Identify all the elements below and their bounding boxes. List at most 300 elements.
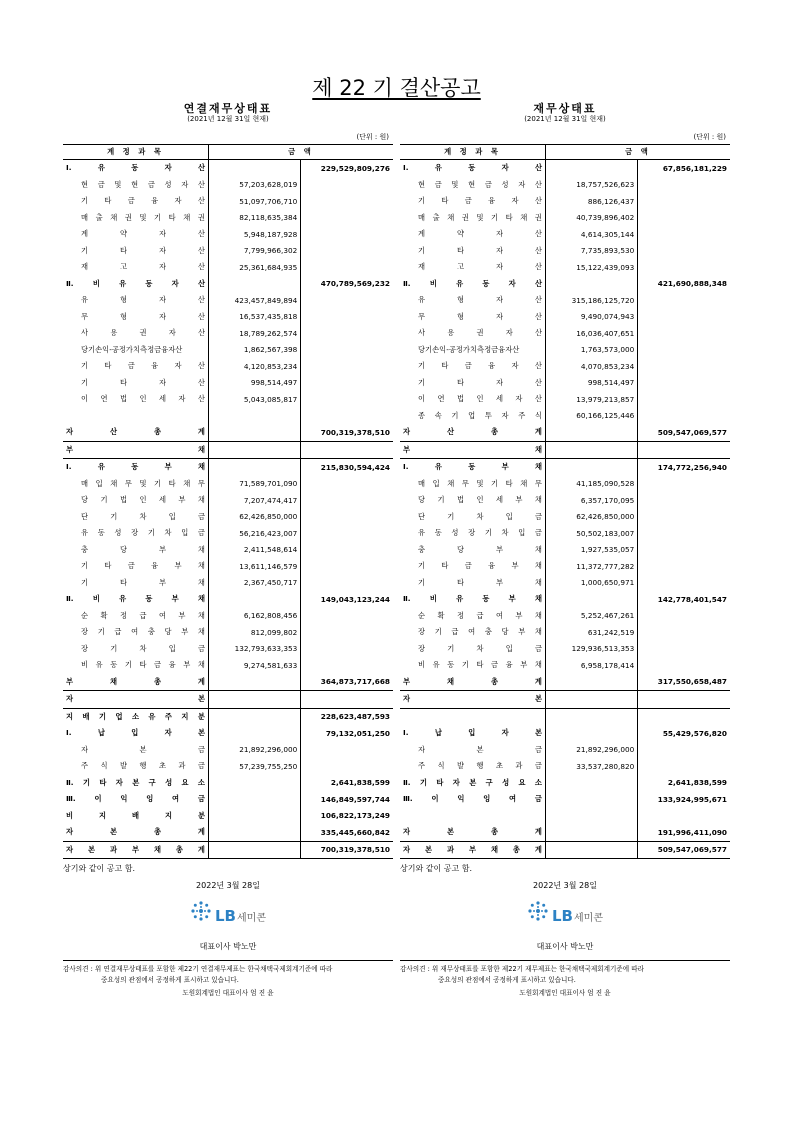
account-name xyxy=(63,708,209,725)
total-amount xyxy=(301,325,393,342)
table-row xyxy=(63,375,393,392)
account-char: 기 xyxy=(418,577,426,587)
account-char: 기 xyxy=(461,660,469,670)
account-char: 충 xyxy=(81,544,89,554)
table-row xyxy=(63,476,393,493)
table-row xyxy=(400,808,730,825)
account-name xyxy=(400,177,546,194)
account-char: 장 xyxy=(468,528,476,538)
sub-amount: 6,958,178,414 xyxy=(546,657,638,674)
account-char: 기 xyxy=(81,361,89,371)
account-char: 급 xyxy=(451,627,459,637)
account-char: 성 xyxy=(501,179,509,189)
account-char: 타 xyxy=(104,361,112,371)
audit-opinion xyxy=(63,960,393,999)
account-char: 자 xyxy=(178,394,186,404)
account-name xyxy=(400,226,546,243)
account-char: 기 xyxy=(147,528,155,538)
sub-amount xyxy=(209,691,301,709)
account-char: 여 xyxy=(131,627,139,637)
account-char: 금 xyxy=(491,660,499,670)
account-name xyxy=(63,558,209,575)
account-char: 기 xyxy=(81,377,89,387)
account-char: 산 xyxy=(534,295,542,305)
sub-amount xyxy=(546,824,638,841)
account-char: 채 xyxy=(197,610,205,620)
account-char: 여 xyxy=(495,610,503,620)
account-char: 금 xyxy=(464,561,472,571)
total-amount xyxy=(638,391,730,408)
account-char: 사 xyxy=(418,328,426,338)
account-char: 형 xyxy=(119,311,128,321)
account-char: 융 xyxy=(488,361,496,371)
sub-amount: 62,426,850,000 xyxy=(546,509,638,526)
account-char: 잉 xyxy=(146,794,154,804)
account-char: 지 xyxy=(181,711,189,721)
account-char: 부 xyxy=(66,676,74,686)
total-amount xyxy=(638,177,730,194)
sub-amount: 50,502,183,007 xyxy=(546,525,638,542)
account-char: 유 xyxy=(97,462,105,472)
account-name xyxy=(400,708,546,725)
account-char: 익 xyxy=(120,794,128,804)
total-amount xyxy=(638,641,730,658)
total-amount xyxy=(301,558,393,575)
sub-amount: 4,070,853,234 xyxy=(546,358,638,375)
account-char: 자 xyxy=(66,694,74,704)
table-row xyxy=(63,325,393,342)
account-char: 자 xyxy=(418,744,426,754)
table-row xyxy=(400,775,730,792)
account-name xyxy=(400,375,546,392)
account-char: 산 xyxy=(534,361,542,371)
sub-amount xyxy=(546,441,638,459)
account-char: 동 xyxy=(145,594,153,604)
account-char: 부 xyxy=(174,561,182,571)
account-char: 채 xyxy=(197,594,205,604)
account-char: 기 xyxy=(434,627,442,637)
sub-amount xyxy=(209,841,301,859)
sub-amount: 71,589,701,090 xyxy=(209,476,301,493)
total-amount: 191,996,411,090 xyxy=(657,827,727,837)
table-row xyxy=(63,441,393,459)
account-char: 타 xyxy=(505,212,513,222)
account-char: 본 xyxy=(424,844,433,854)
account-char: 융 xyxy=(488,196,496,206)
table-row xyxy=(400,325,730,342)
table-row xyxy=(400,193,730,210)
account-name xyxy=(63,459,209,476)
account-char: 타 xyxy=(456,245,465,255)
account-char: 본 xyxy=(197,694,205,704)
account-char: 무 xyxy=(124,478,132,488)
audit-line-1: 감사의견 : 위 연결재무상태표를 포함한 제22기 연결재무제표는 한국채택국제회계기준에 따라 xyxy=(63,965,333,973)
total-amount xyxy=(638,691,730,709)
account-char: 인 xyxy=(476,394,484,404)
account-char: 계 xyxy=(197,676,205,686)
account-char: 자 xyxy=(66,844,74,854)
total-amount: 509,547,069,577 xyxy=(657,427,727,437)
account-char: 매 xyxy=(81,478,89,488)
account-char: 계 xyxy=(81,229,89,239)
table-header xyxy=(400,145,730,160)
sub-amount xyxy=(209,824,301,841)
account-char: 부 xyxy=(178,495,186,505)
account-name xyxy=(400,492,546,509)
account-char: 채 xyxy=(534,627,542,637)
account-char: 이 xyxy=(431,794,439,804)
account-char: 지 xyxy=(66,711,74,721)
account-char: 자 xyxy=(518,179,526,189)
account-char: 주 xyxy=(418,761,426,771)
account-char: 자 xyxy=(501,410,509,420)
account-char: 유 xyxy=(434,462,442,472)
total-amount: 700,319,378,510 xyxy=(320,427,390,437)
account-char: 유 xyxy=(418,528,426,538)
account-char: Ⅱ. xyxy=(403,777,411,787)
sub-amount: 57,239,755,250 xyxy=(209,758,301,775)
total-amount: 228,623,487,593 xyxy=(301,708,393,725)
account-char: 업 xyxy=(468,410,476,420)
table-row xyxy=(400,575,730,592)
account-char: 및 xyxy=(476,478,484,488)
total-amount xyxy=(301,691,393,709)
table-row xyxy=(63,226,393,243)
sub-amount: 7,207,474,417 xyxy=(209,492,301,509)
account-char: 동 xyxy=(131,462,139,472)
audit-opinion xyxy=(400,960,730,999)
sub-amount: 5,252,467,261 xyxy=(546,608,638,625)
account-char: 입 xyxy=(168,643,176,653)
sub-amount: 11,372,777,282 xyxy=(546,558,638,575)
account-char: 차 xyxy=(164,528,172,538)
sub-amount: 132,793,633,353 xyxy=(209,641,301,658)
account-char: 충 xyxy=(418,544,426,554)
account-char: 금 xyxy=(197,511,205,521)
account-name xyxy=(63,226,209,243)
account-char: 차 xyxy=(476,511,484,521)
account-name xyxy=(400,525,546,542)
table-row xyxy=(400,424,730,441)
account-char: 타 xyxy=(104,196,112,206)
account-char: 부 xyxy=(468,844,477,854)
account-char: 기 xyxy=(97,627,105,637)
consolidated-balance-sheet-panel xyxy=(63,100,393,999)
total-amount xyxy=(301,309,393,326)
account-char: 매 xyxy=(81,212,89,222)
total-amount: 364,873,717,668 xyxy=(320,677,390,687)
panel-date: (2021년 12월 31일 현재) xyxy=(187,115,269,123)
account-char: 재 xyxy=(81,262,89,272)
account-name xyxy=(400,691,546,709)
account-char: 비 xyxy=(92,278,100,288)
account-char: 부 xyxy=(520,660,528,670)
total-amount: 700,319,378,510 xyxy=(301,841,393,859)
account-char: 자 xyxy=(168,328,176,338)
total-amount xyxy=(638,309,730,326)
account-name xyxy=(400,791,546,808)
sub-amount: 51,097,706,710 xyxy=(209,193,301,210)
account-char: 금 xyxy=(154,660,162,670)
sub-amount: 18,789,262,574 xyxy=(209,325,301,342)
sub-amount: 631,242,519 xyxy=(546,624,638,641)
account-name xyxy=(63,476,209,493)
account-char: 금 xyxy=(534,528,542,538)
account-char: 자 xyxy=(495,377,503,387)
account-name xyxy=(400,309,546,326)
account-char: 동 xyxy=(145,278,153,288)
account-name xyxy=(63,742,209,759)
table-row xyxy=(63,542,393,559)
account-char: 채 xyxy=(109,676,118,686)
account-char: 타 xyxy=(436,777,444,787)
sub-amount xyxy=(209,708,301,725)
account-char: 행 xyxy=(139,761,147,771)
account-char: 유 xyxy=(148,711,156,721)
account-char: 연 xyxy=(437,394,445,404)
account-char: 융 xyxy=(151,196,159,206)
total-amount xyxy=(638,441,730,459)
sub-amount xyxy=(546,591,638,608)
account-char: 기 xyxy=(418,561,426,571)
account-char: 타 xyxy=(168,478,176,488)
sub-amount: 13,611,146,579 xyxy=(209,558,301,575)
account-name xyxy=(400,424,546,441)
account-char: 타 xyxy=(119,577,128,587)
sub-amount: 62,426,850,000 xyxy=(209,509,301,526)
account-name xyxy=(63,641,209,658)
account-char: 기 xyxy=(154,478,162,488)
account-char: 금 xyxy=(534,761,542,771)
account-char: 부 xyxy=(515,610,523,620)
table-row xyxy=(400,492,730,509)
account-name xyxy=(400,391,546,408)
account-char: 입 xyxy=(432,478,440,488)
account-char: 자 xyxy=(115,777,123,787)
total-amount xyxy=(638,492,730,509)
account-char: 동 xyxy=(434,528,442,538)
table-row xyxy=(63,408,393,425)
sub-amount xyxy=(546,725,638,742)
account-char: 기 xyxy=(437,495,445,505)
account-char: 기 xyxy=(98,711,107,721)
table-row xyxy=(63,259,393,276)
account-char: 융 xyxy=(488,561,496,571)
account-char: 총 xyxy=(153,427,161,437)
account-char: 종 xyxy=(418,410,426,420)
account-char: 채 xyxy=(183,212,191,222)
sub-amount xyxy=(209,725,301,742)
sub-amount: 315,186,125,720 xyxy=(546,292,638,309)
table-row xyxy=(63,292,393,309)
account-char: 유 xyxy=(432,660,440,670)
total-amount xyxy=(301,608,393,625)
account-char: 속 xyxy=(434,410,442,420)
account-char: Ⅲ. xyxy=(66,794,76,804)
account-char: 차 xyxy=(139,643,147,653)
account-char: 채 xyxy=(534,444,542,454)
account-char: 자 xyxy=(495,295,503,305)
sub-amount xyxy=(546,808,638,825)
account-name xyxy=(400,160,546,177)
account-char: 총 xyxy=(490,427,498,437)
account-name xyxy=(400,608,546,625)
account-char: 요 xyxy=(181,777,189,787)
sub-amount xyxy=(209,441,301,459)
sub-amount xyxy=(209,791,301,808)
account-name xyxy=(63,608,209,625)
total-amount xyxy=(301,641,393,658)
account-char: 법 xyxy=(456,495,465,505)
account-name xyxy=(63,674,209,691)
sub-amount: 6,357,170,095 xyxy=(546,492,638,509)
total-amount xyxy=(638,808,730,825)
total-amount xyxy=(301,177,393,194)
account-char: 금 xyxy=(464,361,472,371)
account-char: 입 xyxy=(505,643,513,653)
total-amount: 79,132,051,250 xyxy=(325,728,390,738)
account-char: 유 xyxy=(434,163,442,173)
total-amount xyxy=(301,476,393,493)
account-char: 융 xyxy=(151,561,159,571)
account-char: Ⅲ. xyxy=(403,794,413,804)
account-char: 부 xyxy=(164,462,172,472)
account-name xyxy=(400,674,546,691)
account-char: 채 xyxy=(534,462,542,472)
account-char: 채 xyxy=(534,495,542,505)
account-char: 자 xyxy=(158,229,166,239)
account-char: 기 xyxy=(81,196,89,206)
total-amount: 421,690,888,348 xyxy=(657,279,727,289)
account-char: 세 xyxy=(158,495,166,505)
sub-amount xyxy=(209,408,301,425)
sub-amount xyxy=(546,708,638,725)
account-char: 법 xyxy=(119,394,128,404)
account-char: 금 xyxy=(197,744,205,754)
account-char: 채 xyxy=(197,495,205,505)
account-char: 법 xyxy=(456,394,465,404)
table-row xyxy=(400,742,730,759)
account-name xyxy=(400,325,546,342)
account-name xyxy=(63,391,209,408)
account-char: 유 xyxy=(456,594,464,604)
account-char: 산 xyxy=(197,328,205,338)
account-char: 타 xyxy=(476,660,484,670)
brand-name: LB세미콘 xyxy=(552,907,603,925)
account-name xyxy=(400,775,546,792)
account-char: 자 xyxy=(511,361,519,371)
account-name xyxy=(63,342,209,359)
account-char: 자 xyxy=(511,196,519,206)
account-char: 형 xyxy=(456,311,465,321)
account-char: 자 xyxy=(164,163,172,173)
report-date: 2022년 3월 28일 xyxy=(533,881,597,890)
account-name xyxy=(63,276,209,293)
account-char: 자 xyxy=(403,827,411,837)
account-char: 총 xyxy=(153,827,161,837)
account-char: Ⅱ. xyxy=(66,594,74,604)
account-char: 현 xyxy=(418,179,426,189)
notice-text: 상기와 같이 공고 함. xyxy=(63,864,135,873)
account-char: Ⅰ. xyxy=(403,728,409,738)
account-char: 계 xyxy=(534,427,542,437)
account-char: 단 xyxy=(418,511,426,521)
table-row xyxy=(400,725,730,742)
account-name xyxy=(400,292,546,309)
account-char: 총 xyxy=(512,844,520,854)
table-row xyxy=(400,226,730,243)
account-char: 유 xyxy=(81,528,89,538)
account-char: 기 xyxy=(418,245,426,255)
account-char: 발 xyxy=(119,761,128,771)
sub-amount xyxy=(209,276,301,293)
account-char: 입 xyxy=(168,511,176,521)
total-amount xyxy=(638,358,730,375)
account-char: Ⅱ. xyxy=(66,777,74,787)
account-char: 부 xyxy=(511,561,519,571)
account-char: 산 xyxy=(534,229,542,239)
account-name xyxy=(400,841,546,859)
account-char: 기 xyxy=(154,212,162,222)
total-amount xyxy=(638,509,730,526)
total-amount xyxy=(301,210,393,227)
table-row xyxy=(400,558,730,575)
account-char: 기 xyxy=(447,643,455,653)
account-char: 인 xyxy=(476,495,484,505)
table-row xyxy=(400,243,730,260)
account-char: 소 xyxy=(197,777,205,787)
account-name xyxy=(400,193,546,210)
total-amount xyxy=(638,375,730,392)
account-char: 기 xyxy=(418,196,426,206)
account-char: 구 xyxy=(148,777,156,787)
header-amount: 금 액 xyxy=(546,145,731,160)
account-name xyxy=(63,160,209,177)
sub-amount: 40,739,896,402 xyxy=(546,210,638,227)
account-char: 본 xyxy=(109,827,118,837)
sub-amount: 15,122,439,093 xyxy=(546,259,638,276)
total-amount xyxy=(638,708,730,725)
account-char: 당 xyxy=(119,544,128,554)
sub-amount xyxy=(546,691,638,709)
account-name xyxy=(400,641,546,658)
account-char: 본 xyxy=(197,728,205,738)
sub-amount: 21,892,296,000 xyxy=(209,742,301,759)
account-char: 순 xyxy=(81,610,89,620)
account-char: 법 xyxy=(119,495,128,505)
total-amount xyxy=(638,742,730,759)
account-char: 기 xyxy=(418,361,426,371)
account-char: 과 xyxy=(515,761,523,771)
total-amount xyxy=(301,624,393,641)
account-name xyxy=(63,193,209,210)
table-row xyxy=(400,375,730,392)
account-char: 기 xyxy=(81,577,89,587)
account-char: 본 xyxy=(87,844,96,854)
audit-firm: 도원회계법인 대표이사 엄 진 윤 xyxy=(182,989,274,997)
sub-amount: 16,537,435,818 xyxy=(209,309,301,326)
account-char: 타 xyxy=(505,478,513,488)
header-amount: 금 액 xyxy=(209,145,394,160)
account-name xyxy=(63,691,209,709)
total-amount: 149,043,123,244 xyxy=(320,594,390,604)
sub-amount: 998,514,497 xyxy=(546,375,638,392)
table-row xyxy=(400,408,730,425)
account-char: 출 xyxy=(95,212,103,222)
table-row xyxy=(400,608,730,625)
sub-amount: 423,457,849,894 xyxy=(209,292,301,309)
account-char: 계 xyxy=(534,676,542,686)
